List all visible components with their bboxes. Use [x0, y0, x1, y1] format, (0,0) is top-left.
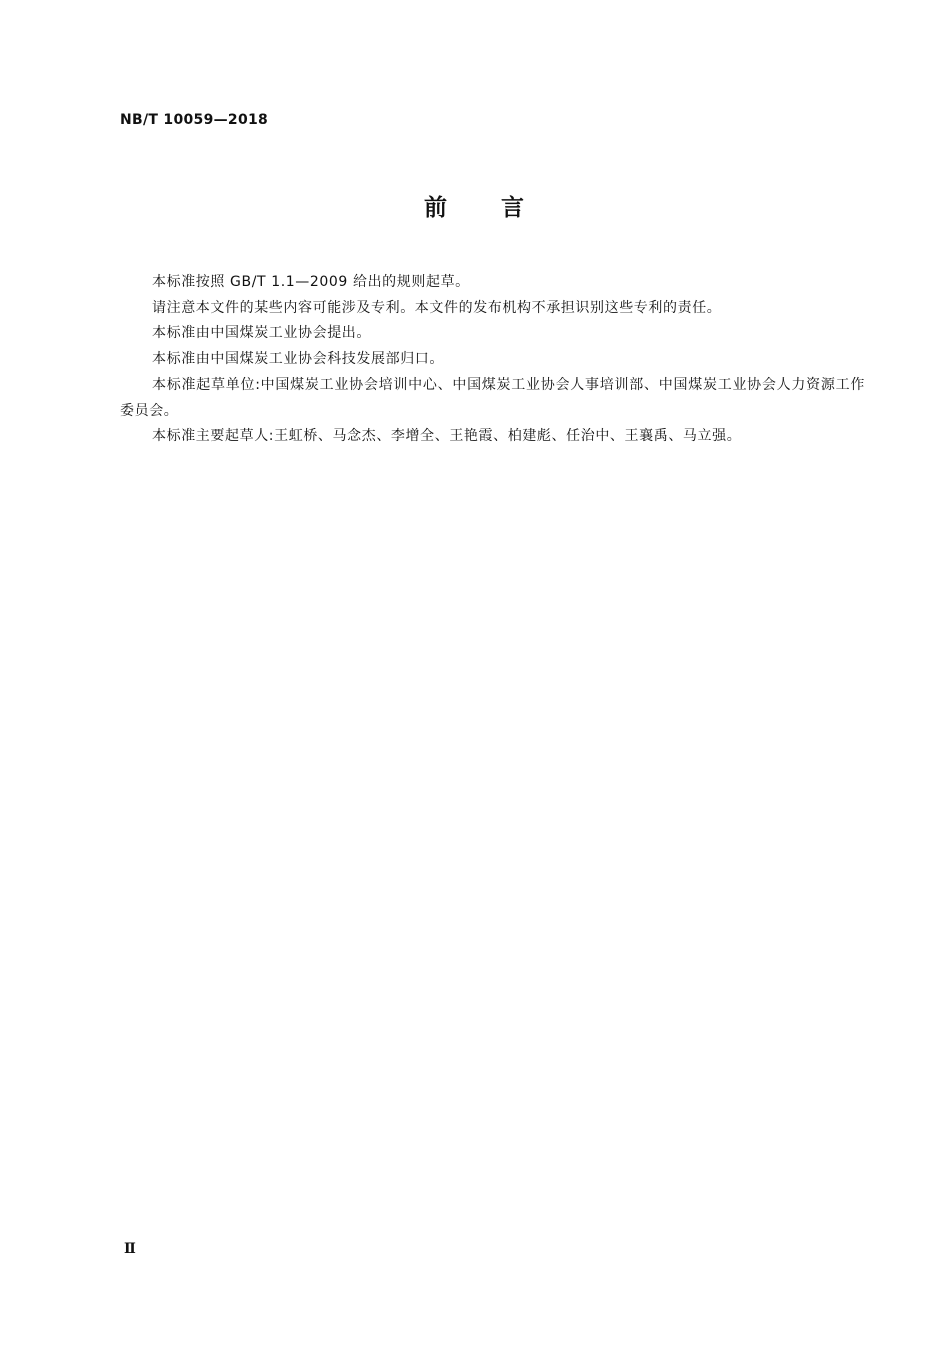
page-number: Ⅱ	[124, 1241, 136, 1257]
paragraph-under-jurisdiction: 本标准由中国煤炭工业协会科技发展部归口。	[152, 351, 444, 368]
page-title	[0, 192, 950, 224]
paragraph-drafting-rules: 本标准按照 GB/T 1.1—2009 给出的规则起草。	[152, 274, 470, 290]
paragraph-drafting-organizations: 本标准起草单位:中国煤炭工业协会培训中心、中国煤炭工业协会人事培训部、中国煤炭工业协会人力资源工作委员会。	[120, 376, 865, 419]
paragraph-proposed-by: 本标准由中国煤炭工业协会提出。	[152, 325, 371, 342]
paragraph-patent-notice: 请注意本文件的某些内容可能涉及专利。本文件的发布机构不承担识别这些专利的责任。	[152, 299, 722, 316]
paragraph-main-drafters: 本标准主要起草人:王虹桥、马念杰、李增全、王艳霞、柏建彪、任治中、王襄禹、马立强。	[152, 428, 742, 445]
title-char-2: 言	[501, 195, 526, 221]
title-char-1: 前	[424, 195, 449, 221]
foreword-body	[120, 270, 865, 450]
standard-code: NB/T 10059—2018	[120, 112, 269, 128]
